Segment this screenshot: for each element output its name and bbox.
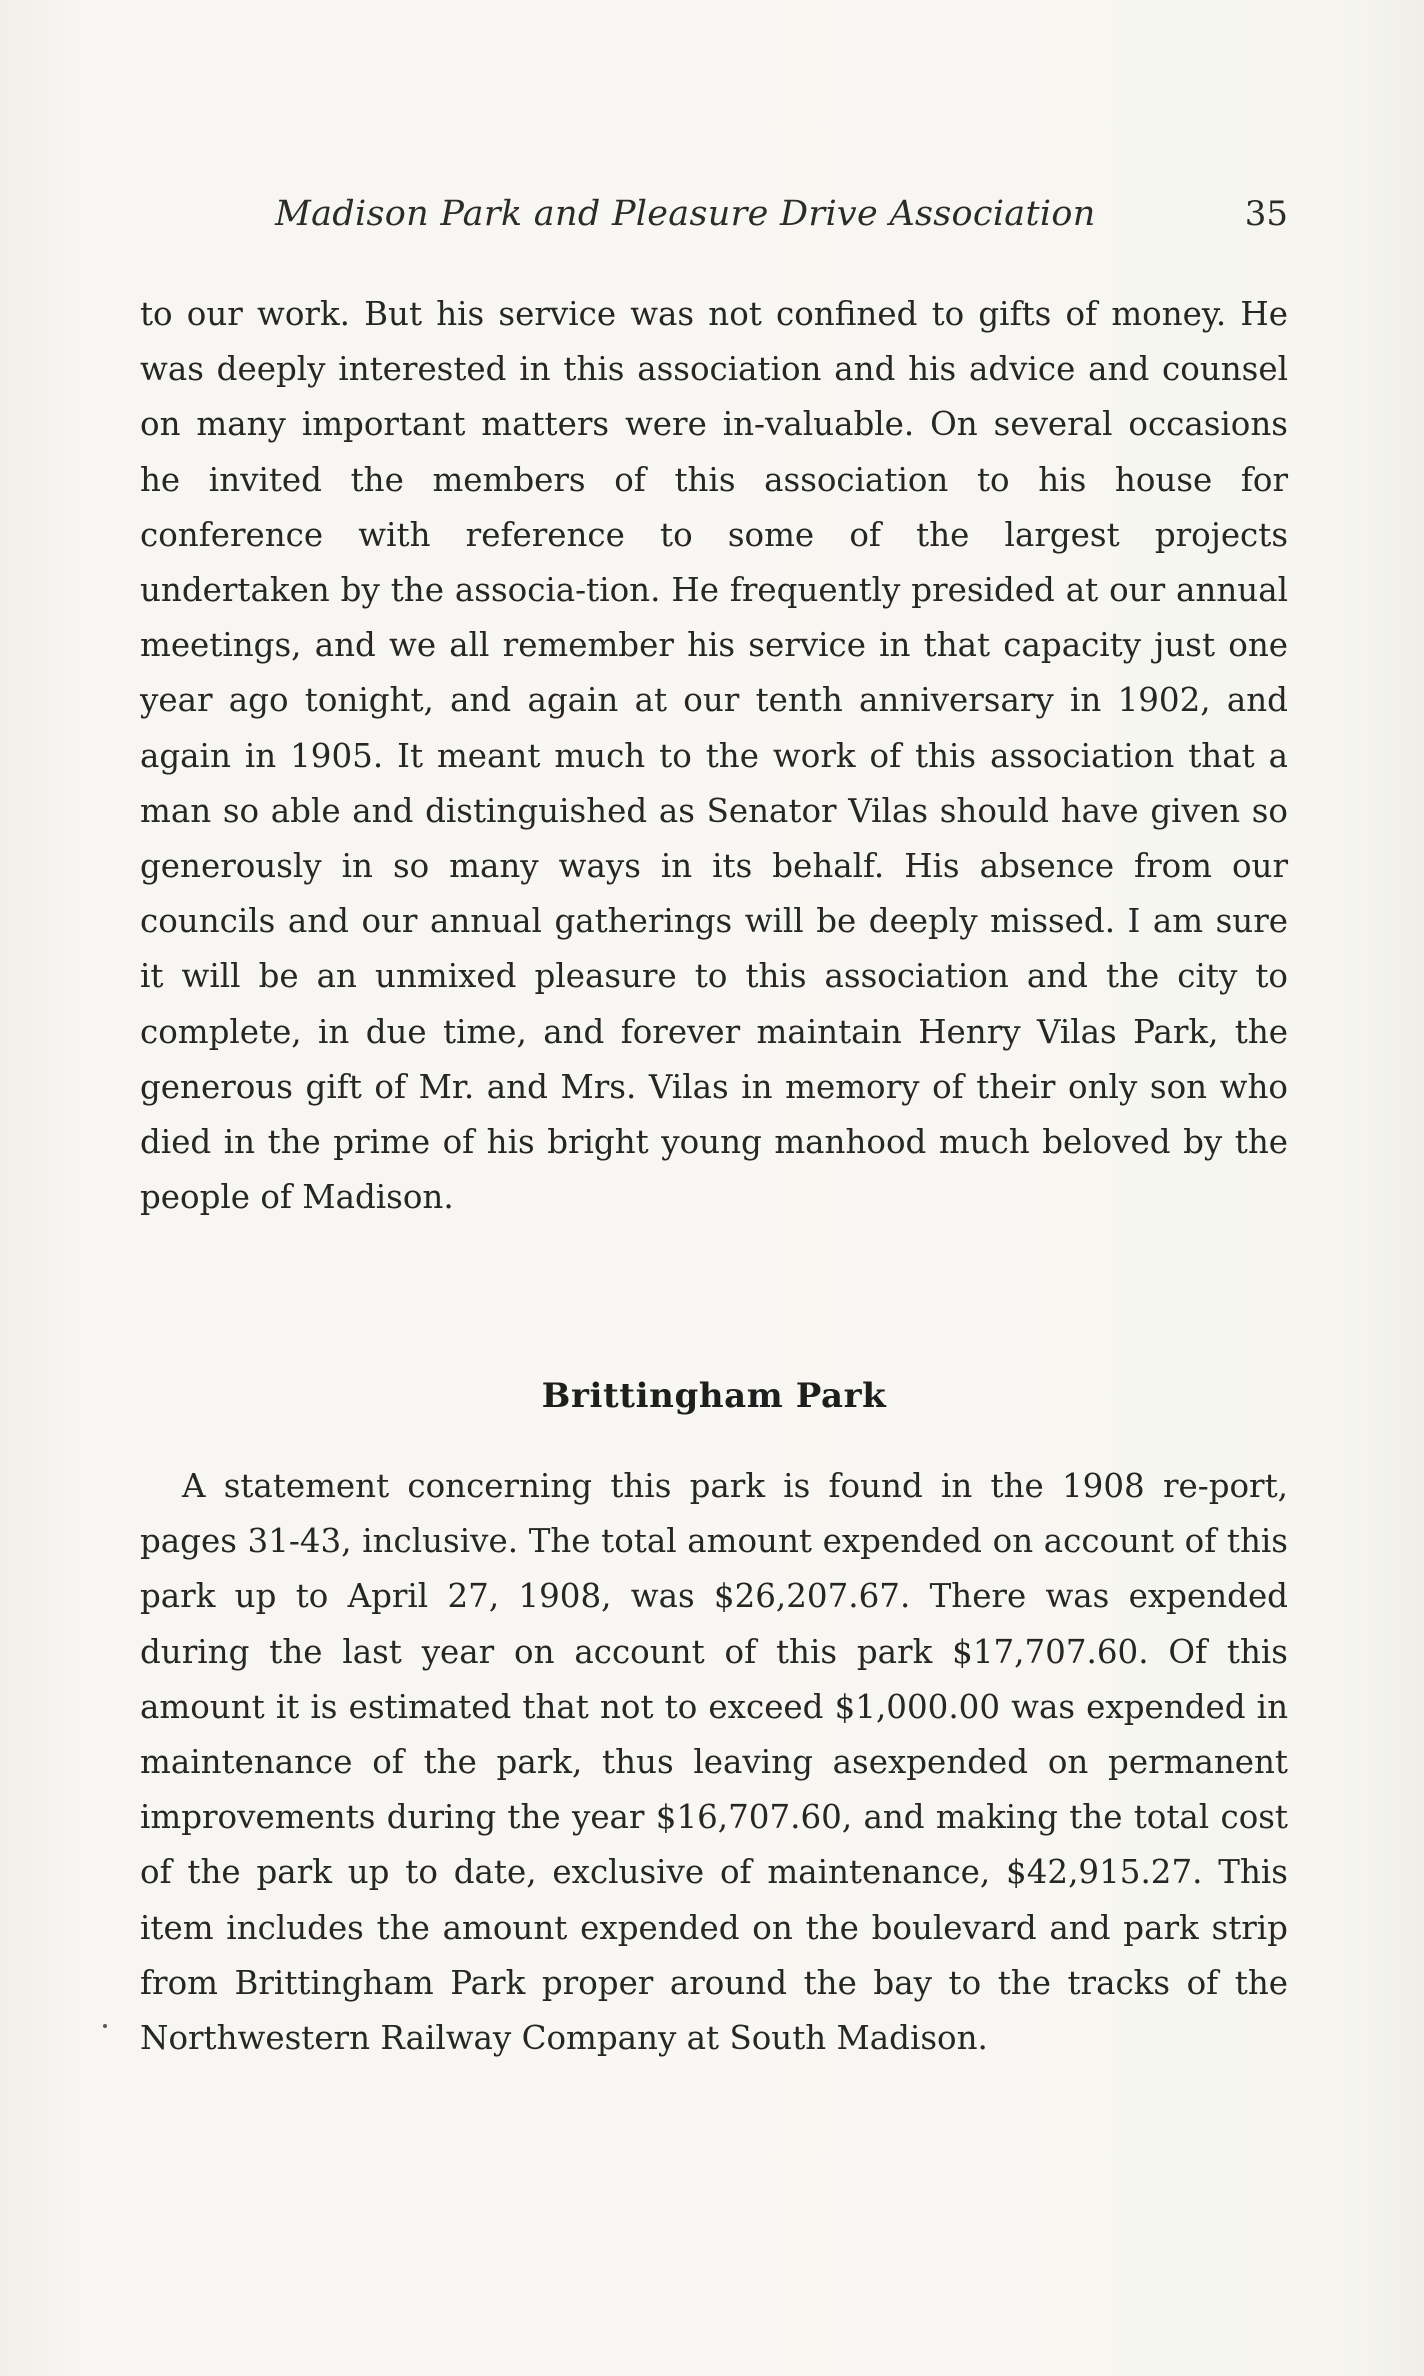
margin-mark	[103, 2024, 107, 2028]
page-number: 35	[1244, 194, 1288, 234]
section-heading: Brittingham Park	[541, 1376, 887, 1416]
paragraph-brittingham-park: A statement concerning this park is found in the 1908 re-port, pages 31-43, inclusive. The total amount expended on account of this park up to April 27, 1908, was $26,207.67. There was expended during the last year on account of this park $17,707.60. Of this amount it is estimated that not to exceed $1,000.00 was expended in maintenance of the park, thus leaving asexpended on permanent improvements during the year $16,707.60, and making the total cost of the park up to date, exclusive of maintenance, $42,915.27. This item includes the amount expended on the boulevard and park strip from Brittingham Park proper around the bay to the tracks of the Northwestern Railway Company at South Madison.	[140, 1467, 1288, 2058]
running-head	[140, 194, 1288, 254]
running-title: Madison Park and Pleasure Drive Association	[275, 194, 1096, 234]
paragraph-vilas-tribute: to our work. But his service was not confined to gifts of money. He was deeply interested in this association and his advice and counsel on many important matters were in-valuable. On several occasions he invited the members of this association to his house for conference with reference to some of the largest projects undertaken by the associa-tion. He frequently presided at our annual meetings, and we all remember his service in that capacity just one year ago tonight, and again at our tenth anniversary in 1902, and again in 1905. It meant much to the work of this association that a man so able and distinguished as Senator Vilas should have given so generously in so many ways in its behalf. His absence from our councils and our annual gatherings will be deeply missed. I am sure it will be an unmixed pleasure to this association and the city to complete, in due time, and forever maintain Henry Vilas Park, the generous gift of Mr. and Mrs. Vilas in memory of their only son who died in the prime of his bright young manhood much beloved by the people of Madison.	[140, 295, 1288, 1217]
